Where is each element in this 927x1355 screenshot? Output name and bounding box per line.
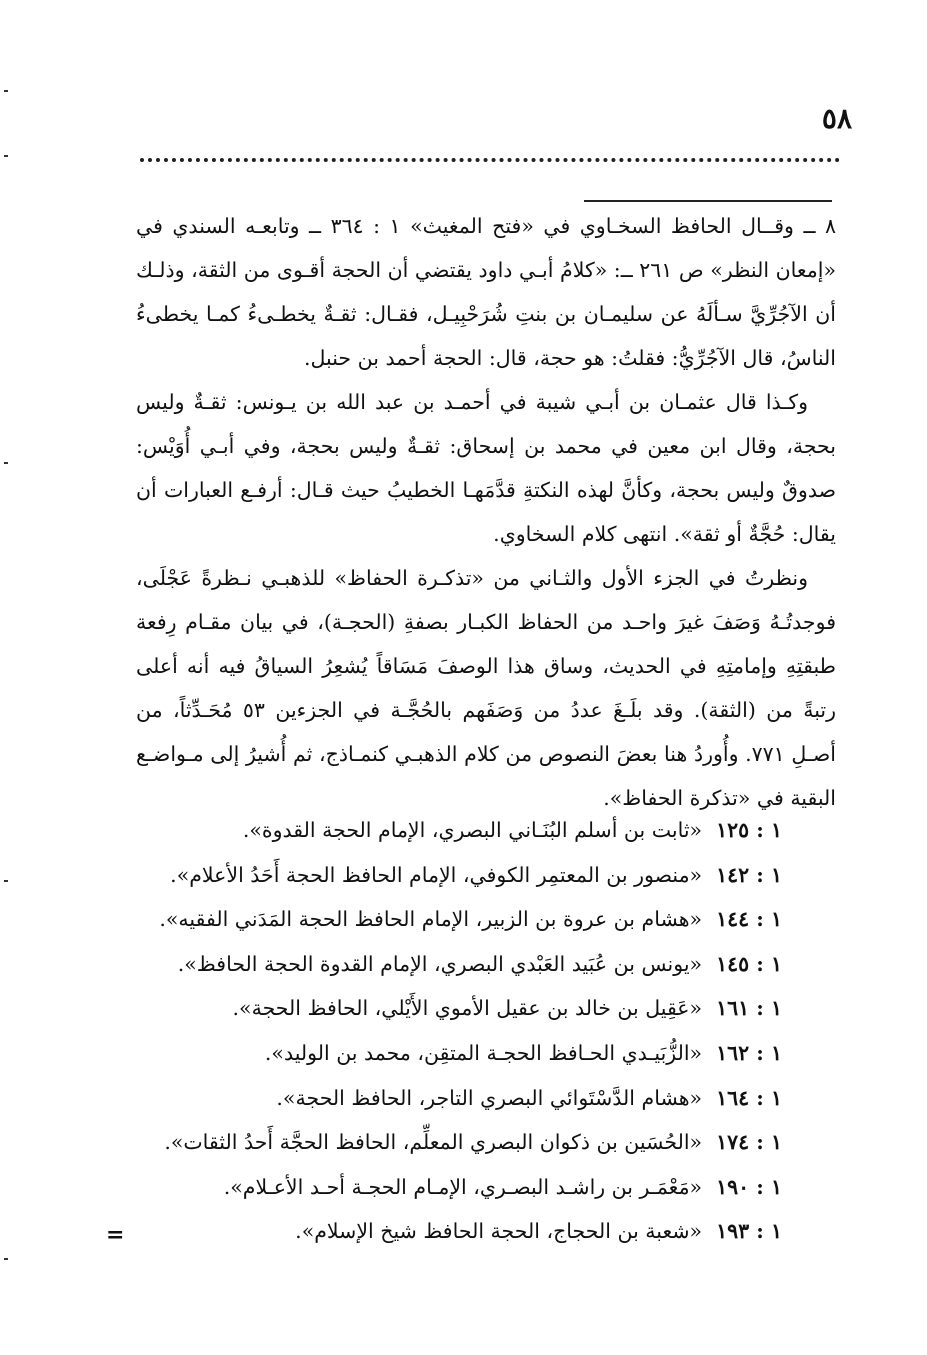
reference-number: ١ : ١٩٣ <box>716 1219 782 1244</box>
list-item <box>100 897 782 942</box>
list-item <box>100 1209 782 1254</box>
paragraph: ونظرتُ في الجزء الأول والثـاني من «تذكـرة الحفاظ» للذهبـي نـظرةً عَجْلَى، فوجدتُـهُ وَصَفَ غيرَ واحـد من الحفاظ الكبـار بصفةِ (الحجـة)، في بيان مقـام رِفعة طبقتِهِ وإمامتِهِ في الحديث، وساق هذا الوصفَ مَسَاقاً يُشعِرُ السياقُ فيه أنه أعلى رتبةً من (الثقة). وقد بلَـغَ عددُ من وَصَفَهم بالحُجَّـة في الجزءين ٥٣ مُحَـدِّثاً، من أصـلِ ٧٧١. وأُوردُ هنا بعضَ النصوص من كلام الذهبـي كنمـاذج، ثم أُشيرُ إلى مـواضـع البقية في «تذكرة الحفاظ». <box>136 566 836 810</box>
list-item <box>100 942 782 987</box>
reference-number: ١ : ١٦٢ <box>716 1040 782 1065</box>
list-item <box>100 986 782 1031</box>
list-item <box>100 853 782 898</box>
reference-text: «يونس بن عُبَيد العَبْدي البصري، الإمام القدوة الحجة الحافظ». <box>177 951 703 976</box>
list-item <box>100 1031 782 1076</box>
scan-mark <box>4 90 8 92</box>
margin-equals-mark: = <box>106 1222 125 1248</box>
reference-number: ١ : ١٩٠ <box>716 1174 782 1199</box>
reference-text: «شعبة بن الحجاج، الحجة الحافظ شيخ الإسلام». <box>295 1219 703 1244</box>
body-text <box>136 204 836 820</box>
scan-mark <box>4 1258 8 1260</box>
reference-text: «الزُّبَيـدي الحـافظ الحجـة المتقِن، محمد بن الوليد». <box>264 1040 703 1065</box>
reference-text: «هشام بن عروة بن الزبير، الإمام الحافظ الحجة المَدَني الفقيه». <box>159 907 703 932</box>
list-item <box>100 1076 782 1121</box>
scan-mark <box>4 880 8 882</box>
footnote-rule <box>584 200 832 202</box>
reference-number: ١ : ١٤٢ <box>716 862 782 887</box>
reference-number: ١ : ١٢٥ <box>716 818 782 842</box>
reference-text: «عَقِيل بن خالد بن عقيل الأموي الأَيْلي، الحافظ الحجة». <box>232 996 703 1021</box>
dotted-separator <box>140 158 840 162</box>
reference-number: ١ : ١٦٤ <box>716 1085 782 1110</box>
list-item <box>100 1120 782 1165</box>
reference-number: ١ : ١٦١ <box>716 996 782 1021</box>
list-item <box>100 1165 782 1210</box>
reference-number: ١ : ١٤٥ <box>716 951 782 976</box>
reference-text: «ثابت بن أسلم البُنَـاني البصري، الإمام الحجة القدوة». <box>242 818 703 842</box>
page-number: ٥٨ <box>821 102 852 135</box>
paragraph: ٨ ــ وقــال الحافظ السخـاوي في «فتح المغيث» ١ : ٣٦٤ ــ وتابعـه السندي في «إمعان النظر» ص ٢٦١ ــ: «كلامُ أبـي داود يقتضي أن الحجة أقـوى من الثقة، وذلـك أن الآجُرِّيَّ سـألَهُ عن سليمـان بن بنتِ شُرَحْبِيـل، فقـال: ثقـةٌ يخطـىءُ كمـا يخطىءُ الناسُ، قال الآجُرِّيُّ: فقلتُ: هو حجة، قال: الحجة أحمد بن حنبل. <box>136 214 836 370</box>
reference-text: «هشام الدَّسْتَوائي البصري التاجر، الحافظ الحجة». <box>276 1085 703 1110</box>
reference-number: ١ : ١٤٤ <box>716 907 782 932</box>
reference-text: «الحُسَين بن ذكوان البصري المعلِّم، الحافظ الحجَّة أَحدُ الثقات». <box>164 1130 703 1155</box>
paragraph: وكـذا قال عثمـان بن أبـي شيبة في أحمـد بن عبد الله بن يـونس: ثقـةٌ وليس بحجة، وقال ابن معين في محمد بن إسحاق: ثقـةٌ وليس بحجة، وفي أبـي أُوَيْس: صدوقٌ وليس بحجة، وكأنَّ لهذه النكتةِ قدَّمَهـا الخطيبُ حيث قـال: أرفـع العبارات أن يقال: حُجَّةٌ أو ثقة». انتهى كلام السخاوي. <box>136 390 836 546</box>
scan-mark <box>4 462 8 464</box>
scan-mark <box>4 155 8 157</box>
reference-text: «مَعْمَـر بن راشـد البصـري، الإمـام الحجـة أحـد الأعـلام». <box>223 1174 703 1199</box>
reference-list <box>100 808 782 1254</box>
list-item <box>100 808 782 853</box>
reference-text: «منصور بن المعتمِر الكوفي، الإمام الحافظ الحجة أَحَدُ الأعلام». <box>170 862 703 887</box>
reference-number: ١ : ١٧٤ <box>716 1130 782 1155</box>
